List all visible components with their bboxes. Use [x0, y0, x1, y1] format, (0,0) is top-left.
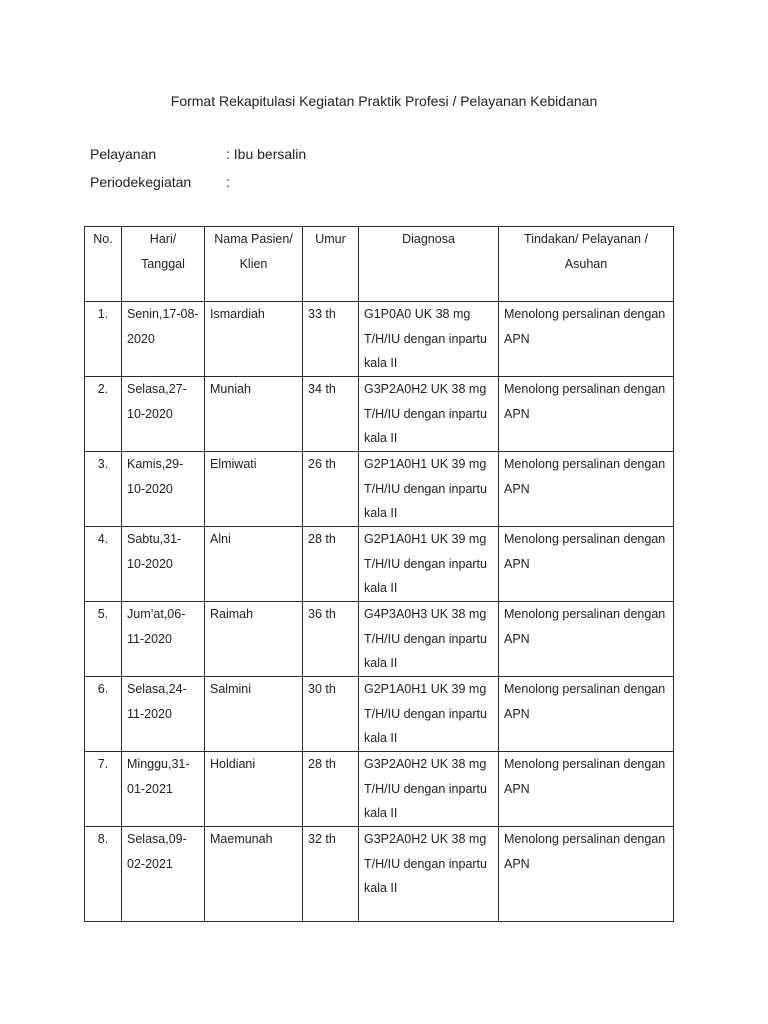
header-name: Nama Pasien/ Klien — [205, 227, 303, 302]
cell-no: 5. — [85, 602, 122, 677]
cell-day: Senin,17-08-2020 — [122, 302, 205, 377]
cell-diagnosis: G3P2A0H2 UK 38 mg T/H/IU dengan inpartu kala II — [359, 827, 499, 922]
cell-age: 30 th — [303, 677, 359, 752]
cell-action: Menolong persalinan dengan APN — [499, 302, 674, 377]
cell-age: 36 th — [303, 602, 359, 677]
cell-action: Menolong persalinan dengan APN — [499, 377, 674, 452]
cell-day: Minggu,31-01-2021 — [122, 752, 205, 827]
meta-label-period: Periodekegiatan — [90, 174, 192, 190]
cell-diagnosis: G1P0A0 UK 38 mg T/H/IU dengan inpartu kala II — [359, 302, 499, 377]
table-row — [85, 752, 674, 827]
cell-action: Menolong persalinan dengan APN — [499, 827, 674, 922]
cell-action: Menolong persalinan dengan APN — [499, 602, 674, 677]
table-row — [85, 452, 674, 527]
cell-name: Ismardiah — [205, 302, 303, 377]
table-header-row — [85, 227, 674, 302]
table-row — [85, 377, 674, 452]
cell-age: 28 th — [303, 527, 359, 602]
cell-age: 32 th — [303, 827, 359, 922]
cell-day: Selasa,27-10-2020 — [122, 377, 205, 452]
table-row — [85, 602, 674, 677]
meta-value-service: : Ibu bersalin — [226, 146, 307, 162]
cell-day: Selasa,09-02-2021 — [122, 827, 205, 922]
cell-day: Jum’at,06-11-2020 — [122, 602, 205, 677]
cell-no: 3. — [85, 452, 122, 527]
cell-day: Sabtu,31-10-2020 — [122, 527, 205, 602]
cell-no: 2. — [85, 377, 122, 452]
cell-diagnosis: G2P1A0H1 UK 39 mg T/H/IU dengan inpartu kala II — [359, 527, 499, 602]
cell-action: Menolong persalinan dengan APN — [499, 752, 674, 827]
meta-value-period: : — [226, 174, 230, 190]
table-row — [85, 302, 674, 377]
meta-row-service — [90, 146, 306, 162]
cell-name: Maemunah — [205, 827, 303, 922]
cell-action: Menolong persalinan dengan APN — [499, 452, 674, 527]
cell-day: Selasa,24-11-2020 — [122, 677, 205, 752]
cell-name: Raimah — [205, 602, 303, 677]
header-diagnosis: Diagnosa — [359, 227, 499, 302]
cell-age: 33 th — [303, 302, 359, 377]
cell-action: Menolong persalinan dengan APN — [499, 677, 674, 752]
cell-action: Menolong persalinan dengan APN — [499, 527, 674, 602]
cell-no: 6. — [85, 677, 122, 752]
cell-diagnosis: G2P1A0H1 UK 39 mg T/H/IU dengan inpartu kala II — [359, 677, 499, 752]
header-no: No. — [85, 227, 122, 302]
cell-day: Kamis,29-10-2020 — [122, 452, 205, 527]
cell-no: 1. — [85, 302, 122, 377]
cell-diagnosis: G3P2A0H2 UK 38 mg T/H/IU dengan inpartu kala II — [359, 377, 499, 452]
header-day: Hari/ Tanggal — [122, 227, 205, 302]
cell-diagnosis: G3P2A0H2 UK 38 mg T/H/IU dengan inpartu kala II — [359, 752, 499, 827]
cell-name: Alni — [205, 527, 303, 602]
header-action: Tindakan/ Pelayanan / Asuhan — [499, 227, 674, 302]
cell-name: Salmini — [205, 677, 303, 752]
cell-no: 8. — [85, 827, 122, 922]
header-age: Umur — [303, 227, 359, 302]
cell-name: Muniah — [205, 377, 303, 452]
cell-name: Elmiwati — [205, 452, 303, 527]
cell-diagnosis: G4P3A0H3 UK 38 mg T/H/IU dengan inpartu kala II — [359, 602, 499, 677]
recap-table — [84, 226, 674, 922]
cell-age: 28 th — [303, 752, 359, 827]
cell-no: 7. — [85, 752, 122, 827]
cell-diagnosis: G2P1A0H1 UK 39 mg T/H/IU dengan inpartu kala II — [359, 452, 499, 527]
cell-age: 26 th — [303, 452, 359, 527]
table-row — [85, 527, 674, 602]
cell-no: 4. — [85, 527, 122, 602]
meta-row-period — [90, 174, 230, 190]
document-title: Format Rekapitulasi Kegiatan Praktik Profesi / Pelayanan Kebidanan — [170, 93, 598, 109]
table-row — [85, 677, 674, 752]
table-row — [85, 827, 674, 922]
cell-name: Holdiani — [205, 752, 303, 827]
cell-age: 34 th — [303, 377, 359, 452]
meta-label-service: Pelayanan — [90, 146, 157, 162]
